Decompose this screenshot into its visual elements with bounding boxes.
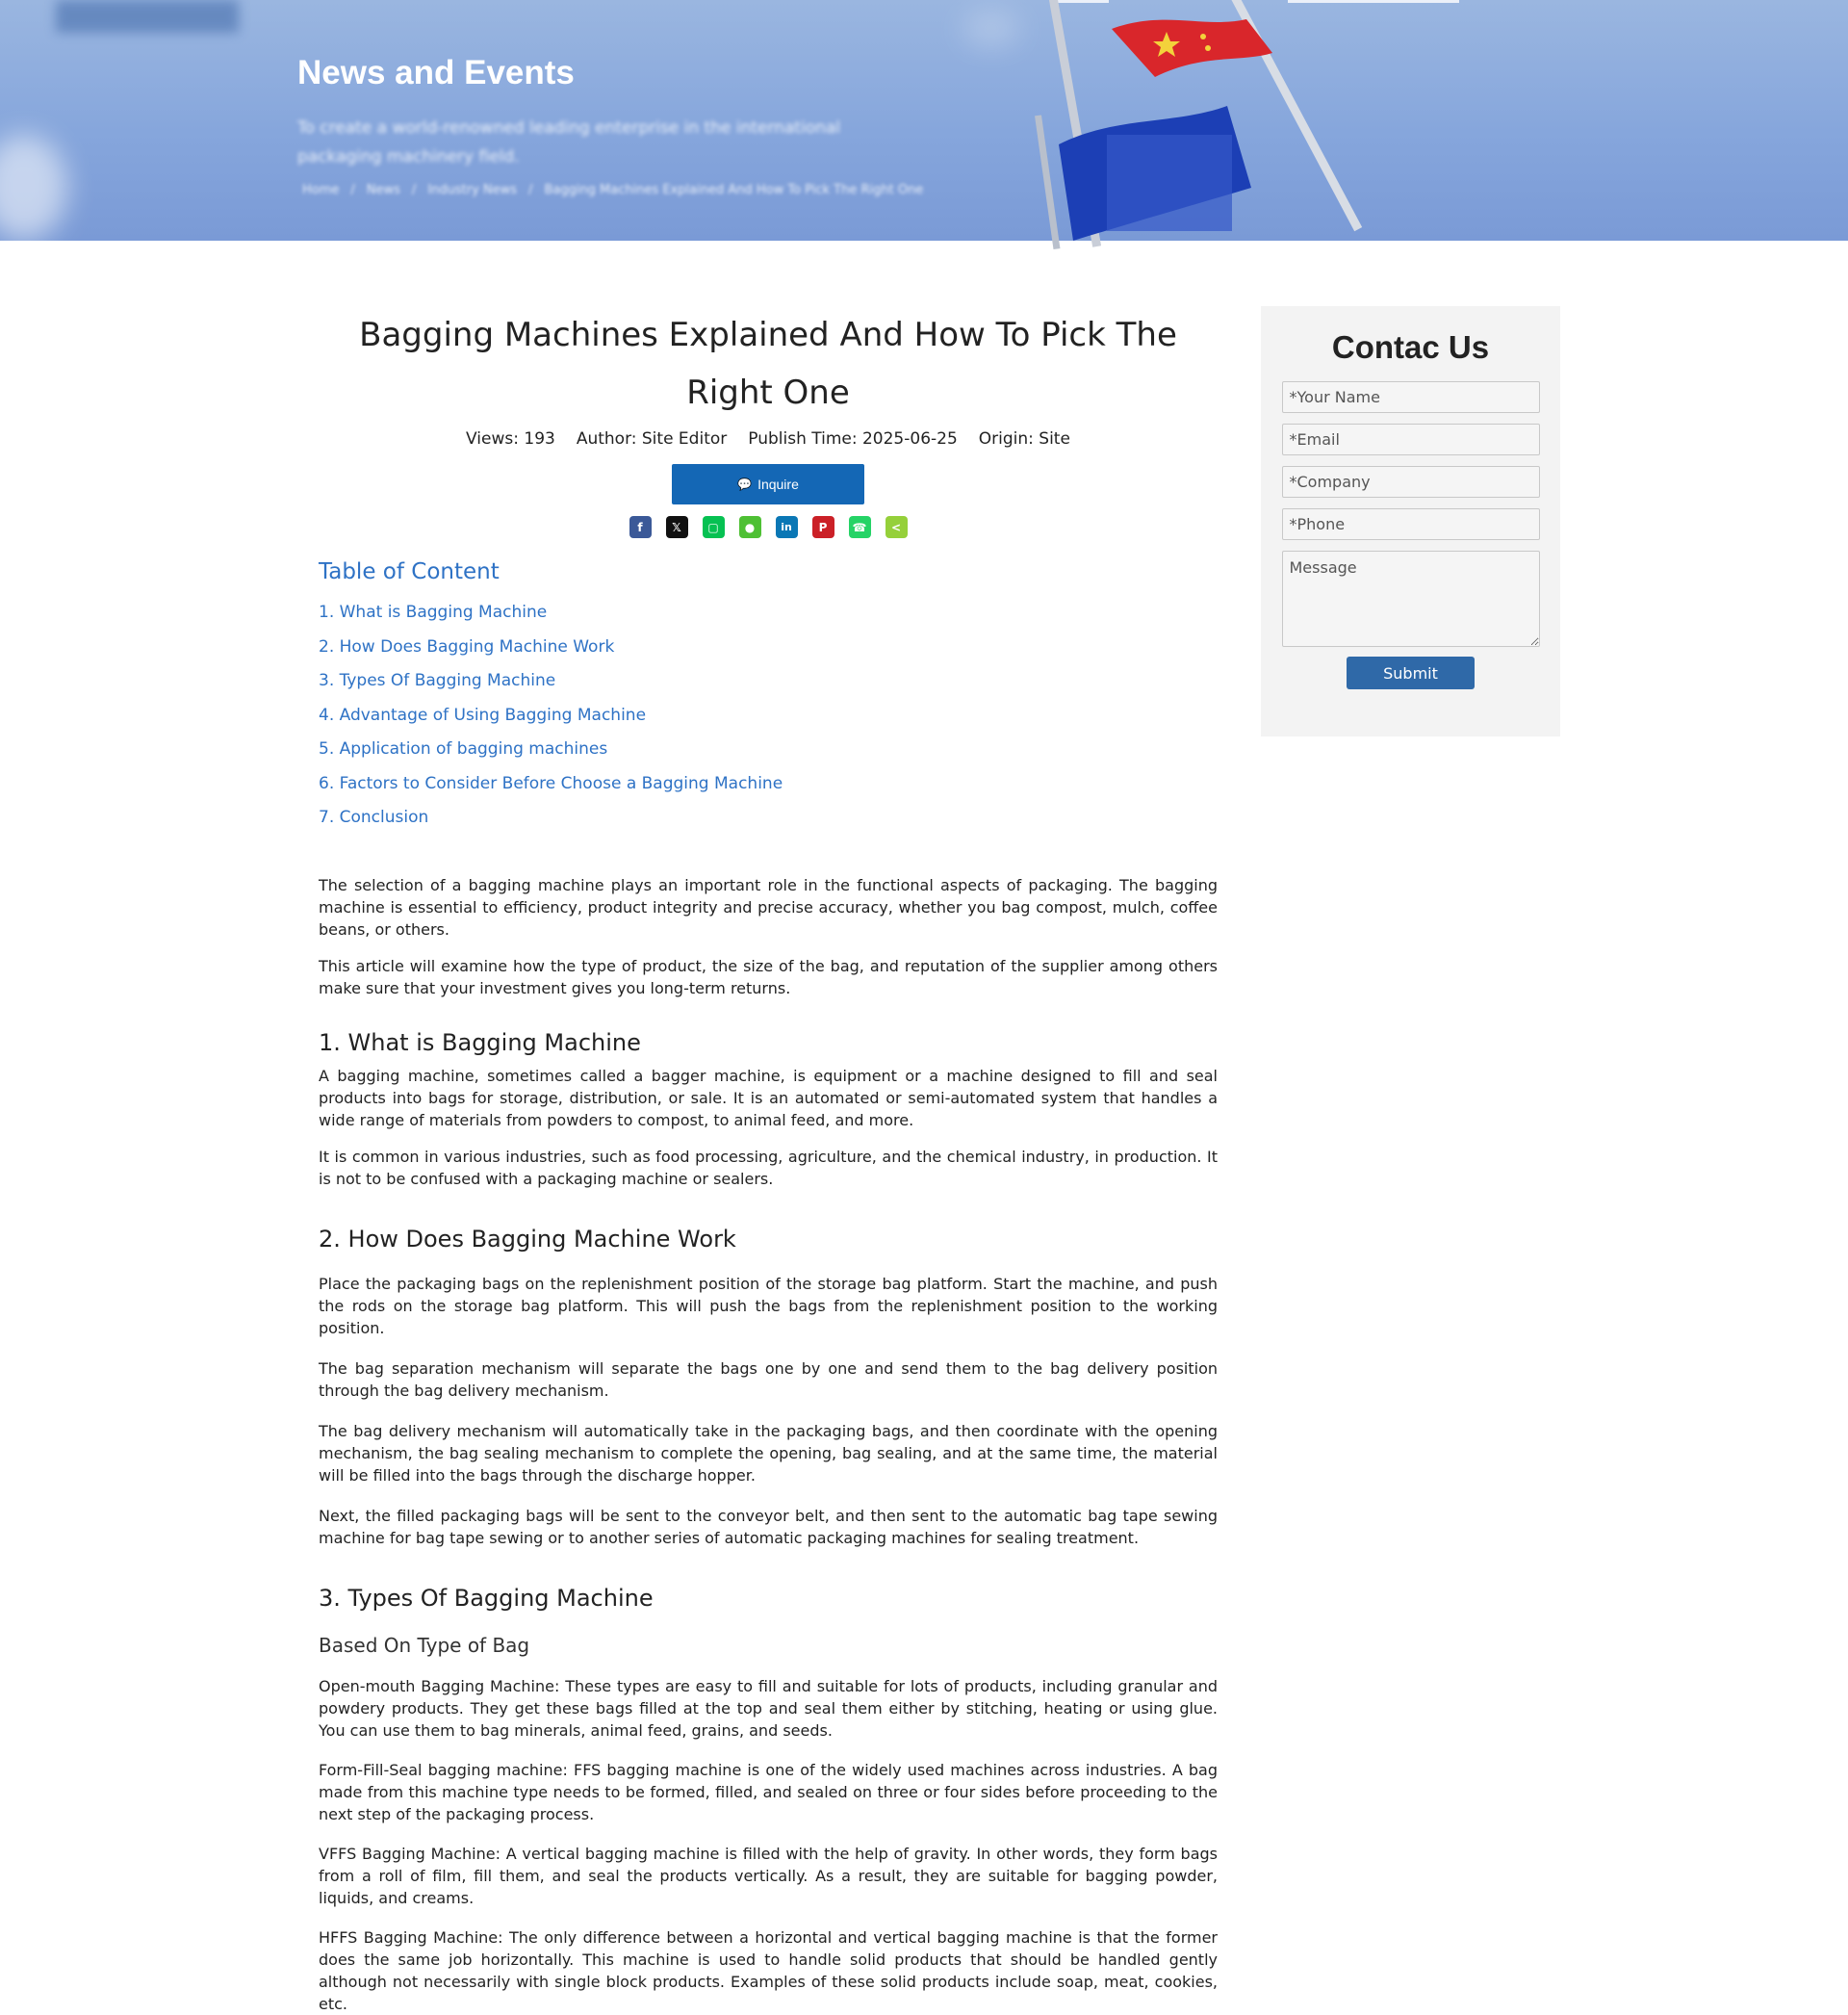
toc-link-how-works[interactable]: 2. How Does Bagging Machine Work [319,636,615,657]
article-title: Bagging Machines Explained And How To Pick The Right One [359,316,1177,412]
message-textarea[interactable] [1282,551,1540,647]
toc-link-conclusion[interactable]: 7. Conclusion [319,808,429,827]
share-bar [319,516,1218,538]
cloud-decoration [962,10,1020,48]
intro-paragraph: This article will examine how the type of product, the size of the bag, and reputation of the supplier among others make sure that your investment gives you long-term returns. [319,956,1218,997]
section-heading: 2. How Does Bagging Machine Work [319,1225,736,1253]
breadcrumb-current: Bagging Machines Explained And How To Pick The Right One [544,183,924,197]
body-paragraph: It is common in various industries, such as food processing, agriculture, and the chemical industry, in production. It is not to be confused with a packaging machine or sealers. [319,1147,1218,1188]
wechat-icon[interactable]: ● [739,516,761,538]
line-icon[interactable]: ▢ [703,516,725,538]
flags-illustration [1020,0,1386,241]
breadcrumb-separator: / [350,183,355,197]
pinterest-icon[interactable]: P [812,516,834,538]
section-heading: 1. What is Bagging Machine [319,1028,641,1056]
sub-heading: Based On Type of Bag [319,1633,530,1657]
meta-origin: Origin: Site [978,429,1070,449]
name-input[interactable] [1282,381,1540,413]
sharethis-icon[interactable]: < [886,516,908,538]
meta-author: Author: Site Editor [576,429,728,449]
toc-link-application[interactable]: 5. Application of bagging machines [319,739,608,759]
contact-title: Contac Us [1331,329,1490,365]
body-paragraph: A bagging machine, sometimes called a bagger machine, is equipment or a machine designed to fill and seal products into bags for storage, distribution, or sale. It is an automated or semi-automated system that handles a wide range of materials from powders to compost, to animal feed, and more. [319,1066,1218,1129]
article [319,306,1218,2015]
page-title: News and Events [297,54,575,91]
toc-link-factors[interactable]: 6. Factors to Consider Before Choose a Bagging Machine [319,773,783,793]
article-meta [319,429,1218,449]
inquire-button[interactable] [672,464,864,504]
body-paragraph: Form-Fill-Seal bagging machine: FFS bagging machine is one of the widely used machines across industries. A bag made from this machine type needs to be formed, filled, and sealed on three or four sides before proceeding to the next step of the packaging process. [319,1760,1218,1823]
meta-publish-time: Publish Time: 2025-06-25 [748,429,958,449]
contact-form-panel [1261,306,1560,736]
breadcrumb-separator: / [411,183,417,197]
body-paragraph: The bag delivery mechanism will automatically take in the packaging bags, and then coordinate with the opening mechanism, the bag sealing mechanism to complete the opening, bag sealing, and at the same time, the material will be filled into the bags through the discharge hopper. [319,1421,1218,1485]
inquire-label: Inquire [757,477,799,492]
x-icon[interactable]: 𝕏 [666,516,688,538]
intro-paragraph: The selection of a bagging machine plays an important role in the functional aspects of packaging. The bagging machine is essential to efficiency, product integrity and precise accuracy, whether you bag compost, mulch, coffee beans, or others. [319,875,1218,939]
site-logo[interactable] [56,0,239,33]
table-of-content [319,596,1218,836]
chat-bubble-icon: 💬 [737,478,753,491]
toc-link-types[interactable]: 3. Types Of Bagging Machine [319,671,556,690]
breadcrumb-news[interactable]: News [366,183,400,197]
toc-title: Table of Content [319,559,500,584]
company-input[interactable] [1282,466,1540,498]
body-paragraph: HFFS Bagging Machine: The only difference between a horizontal and vertical bagging machine is that the former does the same job horizontally. This machine is used to handle solid products that should be handled gently although not necessarily with single block products. Examples of these solid products include soap, meat, cookies, etc. [319,1927,1218,2013]
breadcrumb-home[interactable]: Home [302,183,340,197]
section-heading: 3. Types Of Bagging Machine [319,1584,654,1612]
facebook-icon[interactable]: f [629,516,652,538]
hero-banner [0,0,1848,241]
body-paragraph: Next, the filled packaging bags will be sent to the conveyor belt, and then sent to the automatic bag tape sewing machine for bag tape sewing or to another series of automatic packaging machines for sealing treatment. [319,1506,1218,1547]
body-paragraph: The bag separation mechanism will separate the bags one by one and send them to the bag delivery position through the bag delivery mechanism. [319,1358,1218,1400]
email-input[interactable] [1282,424,1540,455]
toc-link-what-is[interactable]: 1. What is Bagging Machine [319,603,548,622]
body-paragraph: VFFS Bagging Machine: A vertical bagging machine is filled with the help of gravity. In other words, they form bags from a roll of film, fill them, and seal the products vertically. As a result, they are suitable for bagging powder, liquids, and creams. [319,1844,1218,1907]
linkedin-icon[interactable]: in [776,516,798,538]
body-paragraph: Open-mouth Bagging Machine: These types are easy to fill and suitable for lots of products, including granular and powdery products. They get these bags filled at the top and seal them either by stitching, heating or using glue. You can use them to bag minerals, animal feed, grains, and seeds. [319,1676,1218,1740]
phone-input[interactable] [1282,508,1540,540]
breadcrumb-separator: / [528,183,533,197]
page-subtitle: To create a world-renowned leading enterprise in the international packaging machinery field. [297,118,841,167]
body-paragraph: Place the packaging bags on the replenishment position of the storage bag platform. Start the machine, and push the rods on the storage bag platform. This will push the bags from the replenishment position to the working position. [319,1274,1218,1337]
breadcrumb [302,183,923,197]
toc-link-advantage[interactable]: 4. Advantage of Using Bagging Machine [319,705,647,725]
meta-views: Views: 193 [466,429,555,449]
breadcrumb-industry-news[interactable]: Industry News [427,183,518,197]
cloud-decoration [0,135,67,241]
submit-button[interactable]: Submit [1347,657,1475,689]
whatsapp-icon[interactable]: ☎ [849,516,871,538]
